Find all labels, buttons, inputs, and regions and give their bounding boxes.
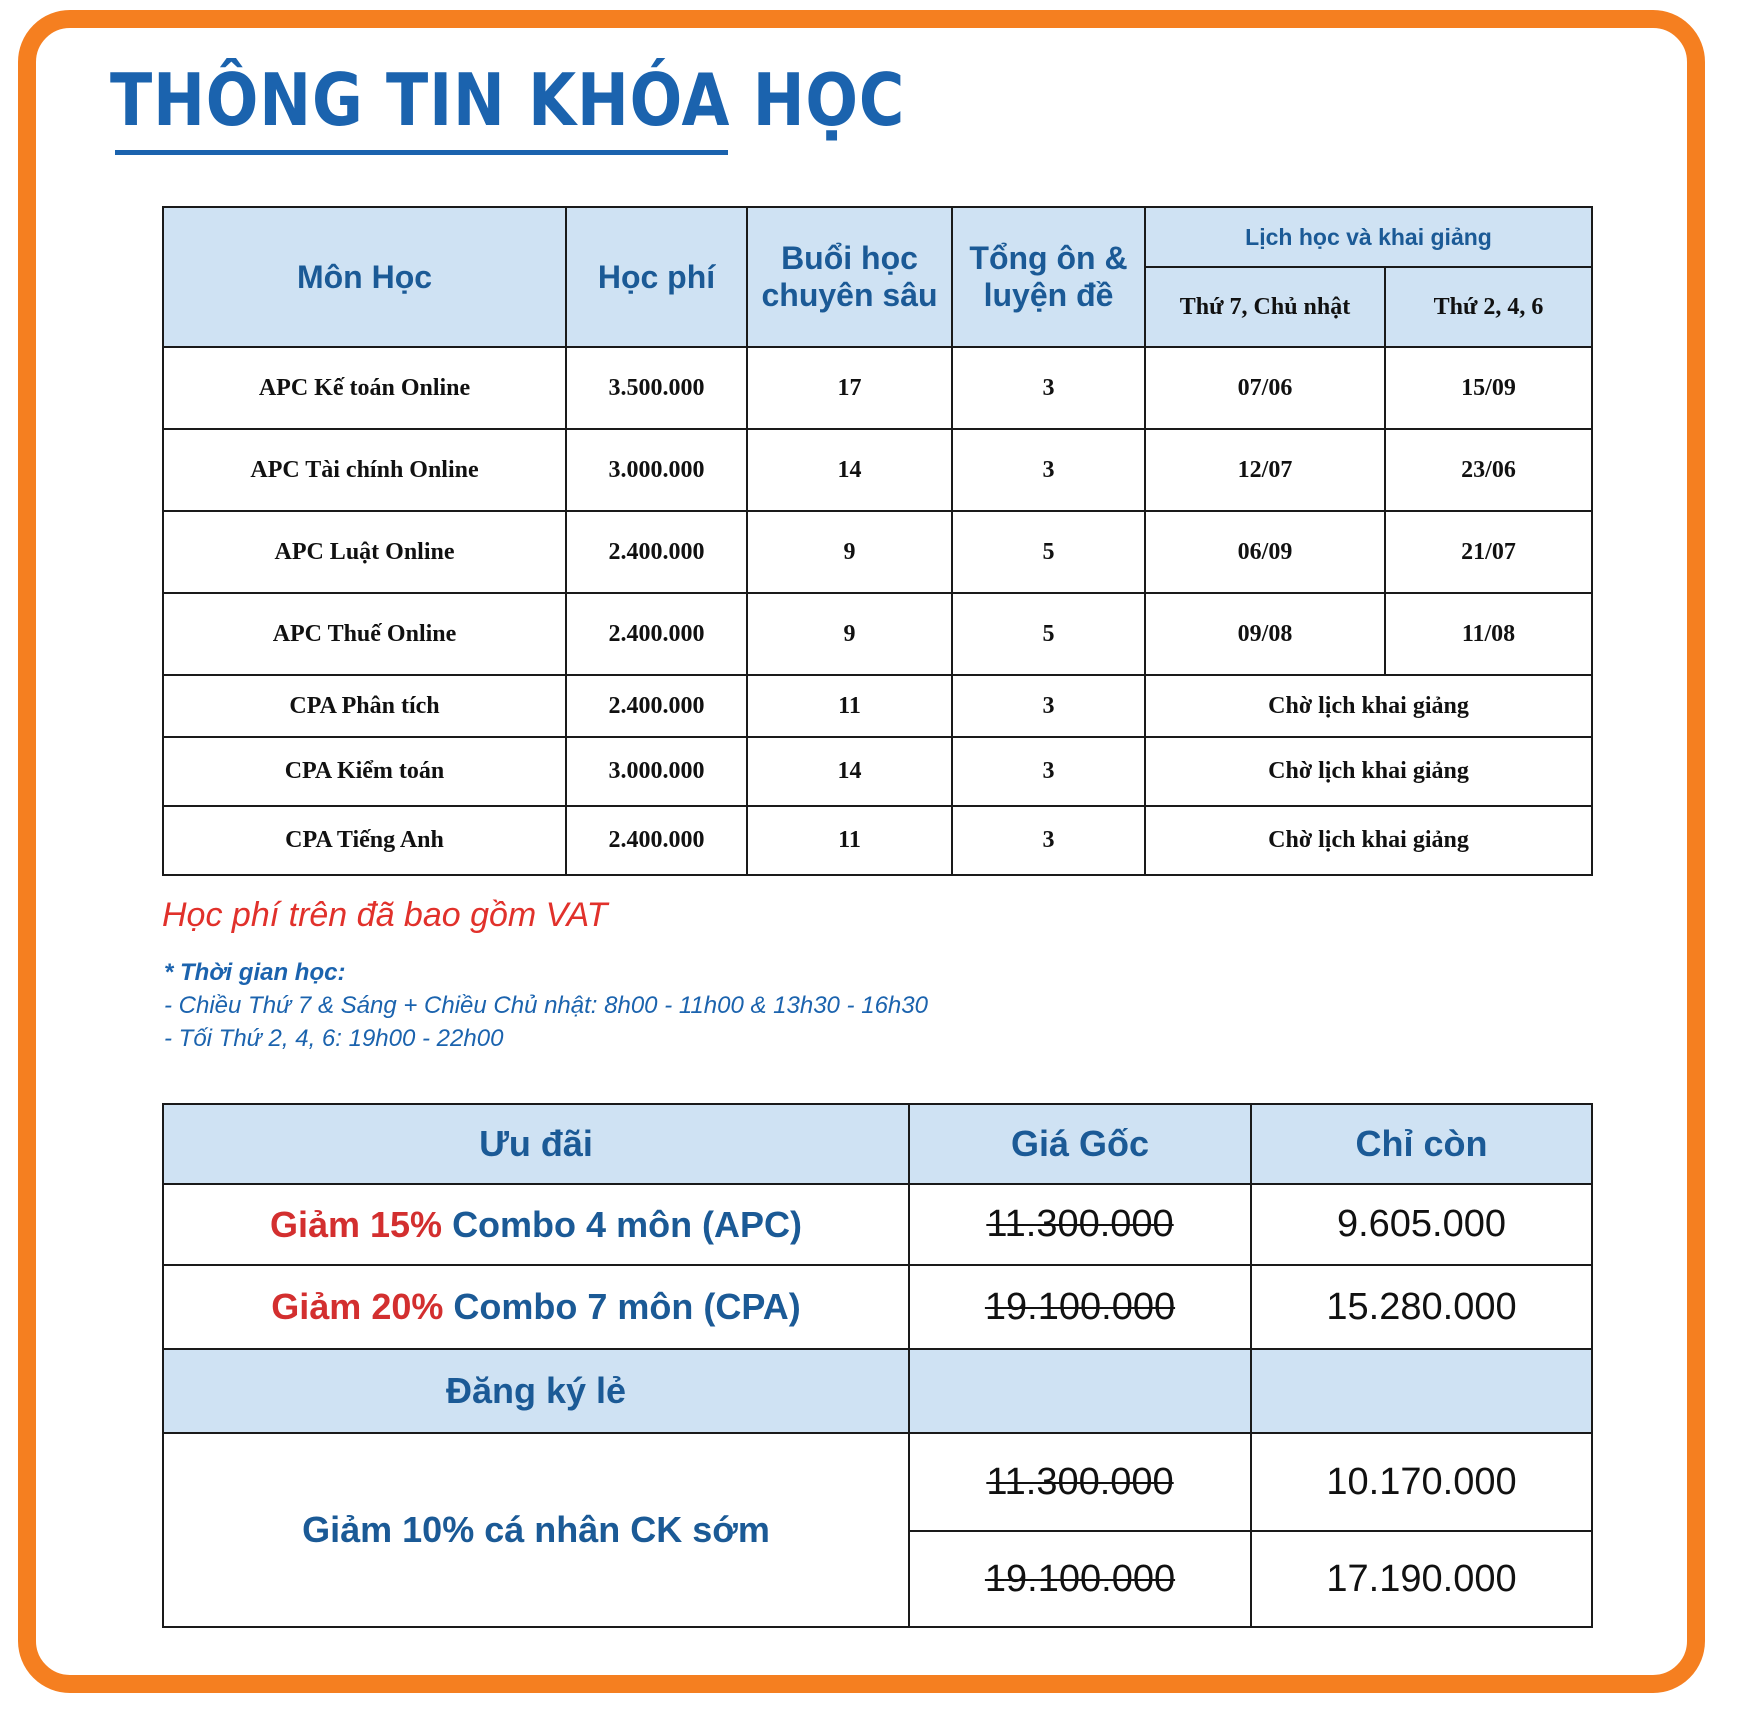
course-schedule-pending: Chờ lịch khai giảng	[1145, 806, 1592, 875]
table-row	[163, 737, 1592, 806]
course-sessions: 11	[747, 806, 952, 875]
vat-note: Học phí trên đã bao gồm VAT	[162, 896, 608, 934]
course-table	[162, 206, 1593, 876]
final-price: 17.190.000	[1251, 1531, 1592, 1627]
study-time-line: - Tối Thứ 2, 4, 6: 19h00 - 22h00	[164, 1025, 504, 1052]
table-row	[163, 429, 1592, 511]
course-sessions: 14	[747, 737, 952, 806]
header-fee: Học phí	[566, 207, 747, 347]
table-row	[163, 675, 1592, 737]
course-weekday-start: 21/07	[1385, 511, 1592, 593]
discount-label: Giảm 20%	[271, 1286, 444, 1327]
course-fee: 3.500.000	[566, 347, 747, 429]
course-subject: CPA Phân tích	[163, 675, 566, 737]
individual-section-header: Đăng ký lẻ	[163, 1349, 909, 1433]
header-weekday: Thứ 2, 4, 6	[1385, 267, 1592, 347]
empty-header-cell	[1251, 1349, 1592, 1433]
final-price: 10.170.000	[1251, 1433, 1592, 1531]
page-title: THÔNG TIN KHÓA HỌC	[110, 58, 906, 142]
course-subject: CPA Tiếng Anh	[163, 806, 566, 875]
final-price: 15.280.000	[1251, 1265, 1592, 1349]
course-review: 3	[952, 737, 1145, 806]
course-subject: APC Luật Online	[163, 511, 566, 593]
table-row	[163, 806, 1592, 875]
course-sessions: 17	[747, 347, 952, 429]
course-weekend-start: 09/08	[1145, 593, 1385, 675]
offer-table	[162, 1103, 1593, 1628]
course-fee: 2.400.000	[566, 511, 747, 593]
study-time-title: * Thời gian học:	[164, 959, 346, 986]
combo-offer	[163, 1184, 909, 1265]
course-fee: 2.400.000	[566, 675, 747, 737]
study-time-notes	[164, 956, 928, 1055]
study-time-line: - Chiều Thứ 7 & Sáng + Chiều Chủ nhật: 8h00 - 11h00 & 13h30 - 16h30	[164, 992, 928, 1019]
combo-label: Combo 7 môn (CPA)	[453, 1286, 801, 1327]
original-price: 11.300.000	[909, 1184, 1251, 1265]
original-price: 19.100.000	[909, 1531, 1251, 1627]
table-row	[163, 1433, 1592, 1531]
individual-offer: Giảm 10% cá nhân CK sớm	[163, 1433, 909, 1627]
course-fee: 2.400.000	[566, 806, 747, 875]
original-price: 19.100.000	[909, 1265, 1251, 1349]
header-final-price: Chỉ còn	[1251, 1104, 1592, 1184]
course-schedule-pending: Chờ lịch khai giảng	[1145, 675, 1592, 737]
course-weekend-start: 06/09	[1145, 511, 1385, 593]
course-review: 3	[952, 347, 1145, 429]
final-price: 9.605.000	[1251, 1184, 1592, 1265]
course-weekend-start: 07/06	[1145, 347, 1385, 429]
combo-offer	[163, 1265, 909, 1349]
course-fee: 3.000.000	[566, 429, 747, 511]
course-subject: APC Kế toán Online	[163, 347, 566, 429]
table-row	[163, 1265, 1592, 1349]
header-sessions: Buổi học chuyên sâu	[747, 207, 952, 347]
course-weekday-start: 15/09	[1385, 347, 1592, 429]
course-review: 5	[952, 593, 1145, 675]
header-review: Tổng ôn & luyện đề	[952, 207, 1145, 347]
header-offer: Ưu đãi	[163, 1104, 909, 1184]
course-sessions: 9	[747, 593, 952, 675]
course-fee: 3.000.000	[566, 737, 747, 806]
table-row	[163, 347, 1592, 429]
course-subject: CPA Kiểm toán	[163, 737, 566, 806]
course-review: 3	[952, 675, 1145, 737]
course-review: 3	[952, 429, 1145, 511]
course-sessions: 14	[747, 429, 952, 511]
empty-header-cell	[909, 1349, 1251, 1433]
discount-label: Giảm 15%	[269, 1203, 443, 1245]
header-schedule-group: Lịch học và khai giảng	[1145, 207, 1592, 267]
course-weekday-start: 11/08	[1385, 593, 1592, 675]
course-weekend-start: 12/07	[1145, 429, 1385, 511]
title-underline	[115, 150, 728, 155]
table-row	[163, 511, 1592, 593]
course-subject: APC Thuế Online	[163, 593, 566, 675]
course-sessions: 11	[747, 675, 952, 737]
table-row	[163, 1184, 1592, 1265]
header-original-price: Giá Gốc	[909, 1104, 1251, 1184]
header-subject: Môn Học	[163, 207, 566, 347]
course-fee: 2.400.000	[566, 593, 747, 675]
course-subject: APC Tài chính Online	[163, 429, 566, 511]
combo-label: Combo 4 môn (APC)	[452, 1203, 803, 1245]
header-weekend: Thứ 7, Chủ nhật	[1145, 267, 1385, 347]
course-sessions: 9	[747, 511, 952, 593]
course-schedule-pending: Chờ lịch khai giảng	[1145, 737, 1592, 806]
course-review: 3	[952, 806, 1145, 875]
course-review: 5	[952, 511, 1145, 593]
table-row	[163, 593, 1592, 675]
original-price: 11.300.000	[909, 1433, 1251, 1531]
course-weekday-start: 23/06	[1385, 429, 1592, 511]
